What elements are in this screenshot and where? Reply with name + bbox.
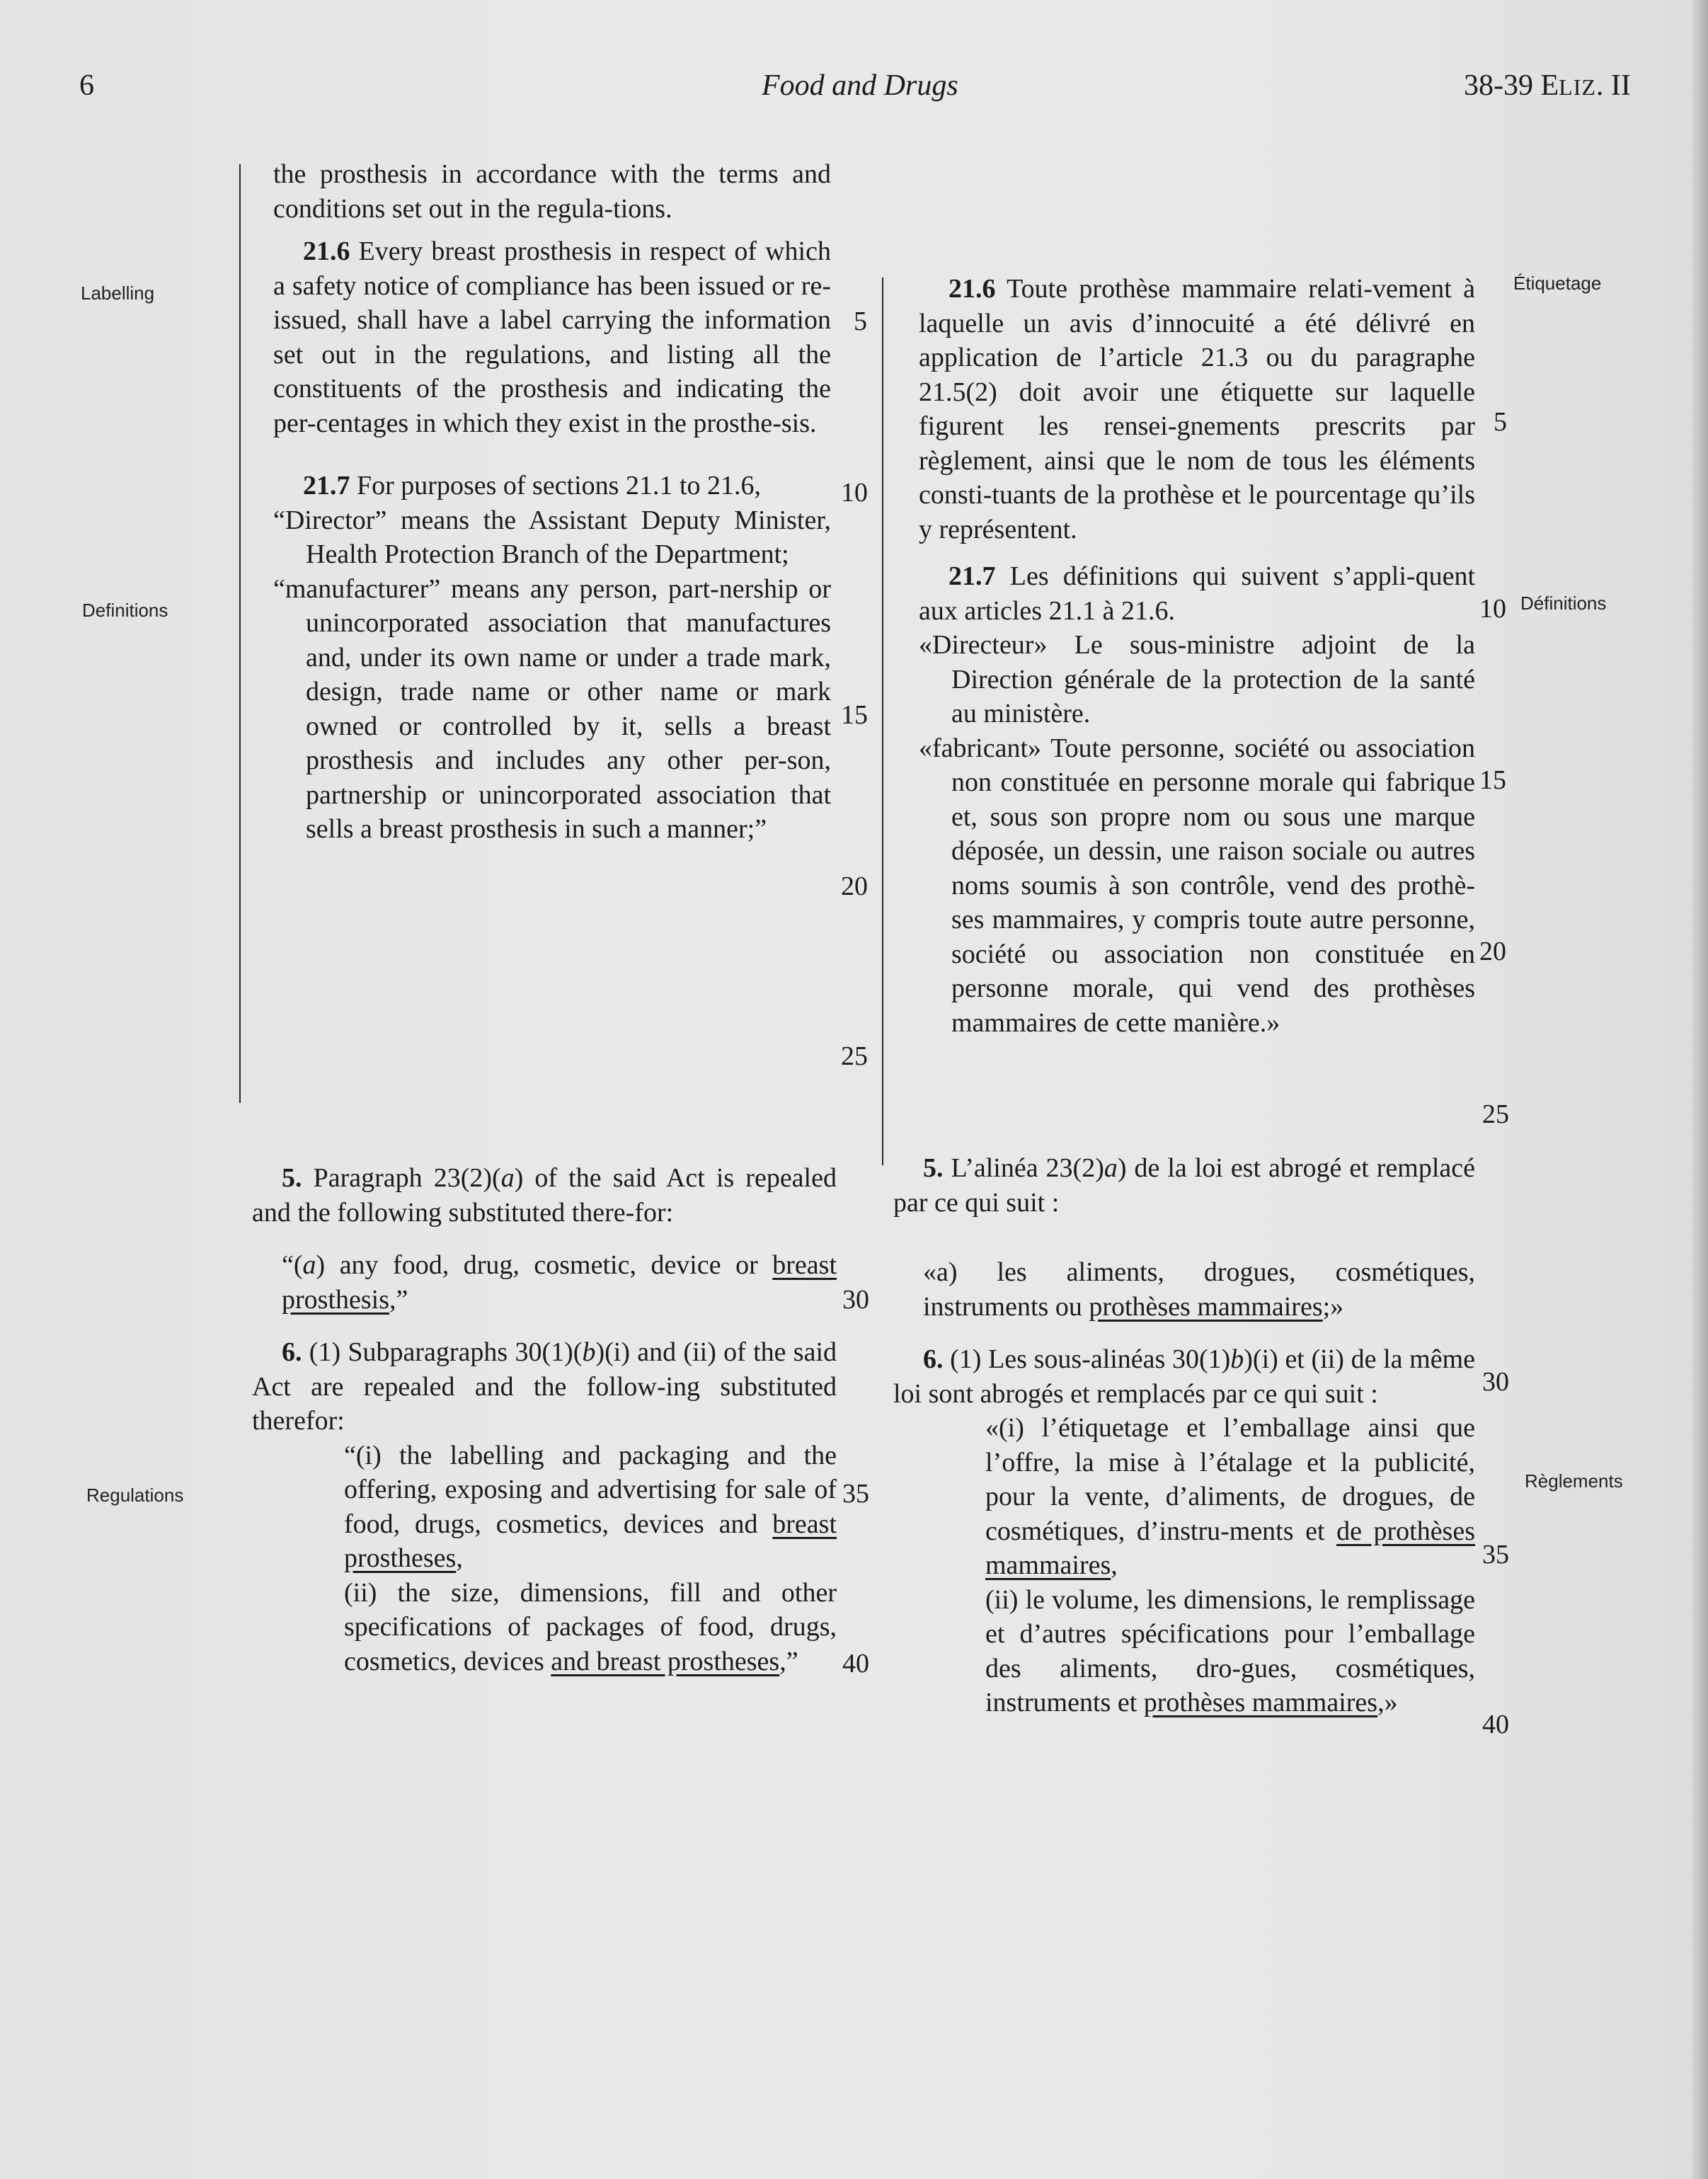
section-6-subparagraph-i: “(i) the labelling and packaging and the offering, exposing and advertising for sale of food, drugs, cosmetics, devices and breast prostheses, [344, 1440, 837, 1573]
center-column-rule [882, 278, 883, 1165]
section-21-6: 21.6 Every breast prosthesis in respect of which a safety notice of compliance has been issued or re-issued, shall have a label carrying the information set out in the regulations, and listing all the constituents of the prosthesis and indicating the per-centages in which they exist in the prosthe-sis. [273, 236, 831, 438]
margin-note-regulations: Regulations [86, 1485, 184, 1506]
english-line-number: 20 [841, 871, 868, 901]
section-5-quote: “(a) any food, drug, cosmetic, device or breast prosthesis,” [282, 1250, 837, 1315]
french-line-number: 35 [1482, 1540, 1509, 1569]
margin-note-definitions: Definitions [82, 600, 168, 621]
english-bill-sections [252, 1161, 837, 1678]
article-6-sous-alinea-i: «(i) l’étiquetage et l’emballage ainsi que l’offre, la mise à l’étalage et la publicité, pour la vente, d’aliments, de drogues, de cosmétiques, d’instru-ments et de prothèses mammaires, [985, 1413, 1475, 1580]
margin-note-definitions-fr: Définitions [1520, 593, 1607, 614]
english-line-number: 15 [841, 700, 868, 730]
english-line-number: 30 [842, 1285, 869, 1315]
running-title: Food and Drugs [762, 69, 958, 102]
english-line-number: 10 [841, 478, 868, 508]
french-line-number: 5 [1494, 407, 1507, 437]
article-21-7: 21.7 Les définitions qui suivent s’appli-quent aux articles 21.1 à 21.6. [919, 561, 1475, 626]
definition-manufacturer: “manufacturer” means any person, part-nership or unincorporated association that manufactures and, under its own name or under a trade mark, design, trade name or other name or mark owned or controlled by it, sells a breast prosthesis and includes any other per-son, partnership or unincorporated association that sells a breast prosthesis in such a manner;” [273, 573, 831, 844]
margin-note-labelling: Labelling [81, 282, 155, 304]
french-line-number: 20 [1479, 937, 1506, 966]
section-21-7: 21.7 For purposes of sections 21.1 to 21.6, [303, 471, 762, 501]
section-6-subparagraph-ii: (ii) the size, dimensions, fill and other specifications of packages of food, drugs, cosmetics, devices and breast prostheses,” [344, 1577, 837, 1676]
margin-note-reglements: Règlements [1525, 1470, 1623, 1492]
article-5: 5. L’alinéa 23(2)a) de la loi est abrogé et remplacé par ce qui suit : [893, 1153, 1475, 1218]
page-number: 6 [79, 69, 94, 102]
article-6-sous-alinea-ii: (ii) le volume, les dimensions, le remplissage et d’autres spécifications pour l’emballage des aliments, dro-gues, cosmétiques, instruments et prothèses mammaires,» [985, 1584, 1475, 1717]
page-edge [1692, 0, 1708, 2179]
english-line-number: 25 [841, 1041, 868, 1071]
english-amendment-block [273, 157, 831, 847]
statute-citation: 38-39 ELIZ. II [1464, 69, 1631, 102]
french-line-number: 30 [1482, 1367, 1509, 1397]
english-line-number: 35 [842, 1479, 869, 1509]
definition-director: “Director” means the Assistant Deputy Minister, Health Protection Branch of the Department; [273, 505, 831, 569]
english-line-number: 40 [842, 1649, 869, 1678]
french-amendment-block [919, 272, 1475, 1040]
definition-fabricant: «fabricant» Toute personne, société ou association non constituée en personne morale qui fabrique et, sous son propre nom ou sous une marque déposée, un dessin, une raison sociale ou autres noms soumis à son contrôle, vend des prothè-ses mammaires, y compris toute autre personne, société ou association non constituée en personne morale, qui vend des prothèses mammaires de cette manière.» [919, 733, 1475, 1038]
carryover-paragraph: the prosthesis in accordance with the terms and conditions set out in the regula-tions. [273, 159, 831, 224]
article-21-6: 21.6 Toute prothèse mammaire relati-vement à laquelle un avis d’innocuité a été délivré en application de l’article 21.3 ou du paragraphe 21.5(2) doit avoir une étiquette sur laquelle figurent les rensei-gnements prescrits par règlement, ainsi que le nom de tous les éléments consti-tuants de la prothèse et le pourcentage qu’ils y représentent. [919, 274, 1475, 544]
french-line-number: 10 [1479, 594, 1506, 624]
english-line-number: 5 [854, 307, 867, 336]
article-6: 6. (1) Les sous-alinéas 30(1)b)(i) et (ii) de la même loi sont abrogés et remplacés par ce qui suit : [893, 1344, 1475, 1409]
article-5-quote: «a) les aliments, drogues, cosmétiques, instruments ou prothèses mammaires;» [923, 1257, 1475, 1322]
section-6: 6. (1) Subparagraphs 30(1)(b)(i) and (ii) of the said Act are repealed and the follow-ing substituted therefor: [252, 1337, 837, 1436]
french-line-number: 40 [1482, 1710, 1509, 1739]
french-bill-sections [893, 1151, 1475, 1720]
definition-directeur: «Directeur» Le sous-ministre adjoint de la Direction générale de la protection de la santé au ministère. [919, 630, 1475, 728]
margin-note-etiquetage: Étiquetage [1513, 273, 1602, 294]
english-column-rule [239, 164, 241, 1103]
french-line-number: 15 [1479, 765, 1506, 795]
french-line-number: 25 [1482, 1099, 1509, 1129]
section-5: 5. Paragraph 23(2)(a) of the said Act is repealed and the following substituted there-for: [252, 1163, 837, 1228]
